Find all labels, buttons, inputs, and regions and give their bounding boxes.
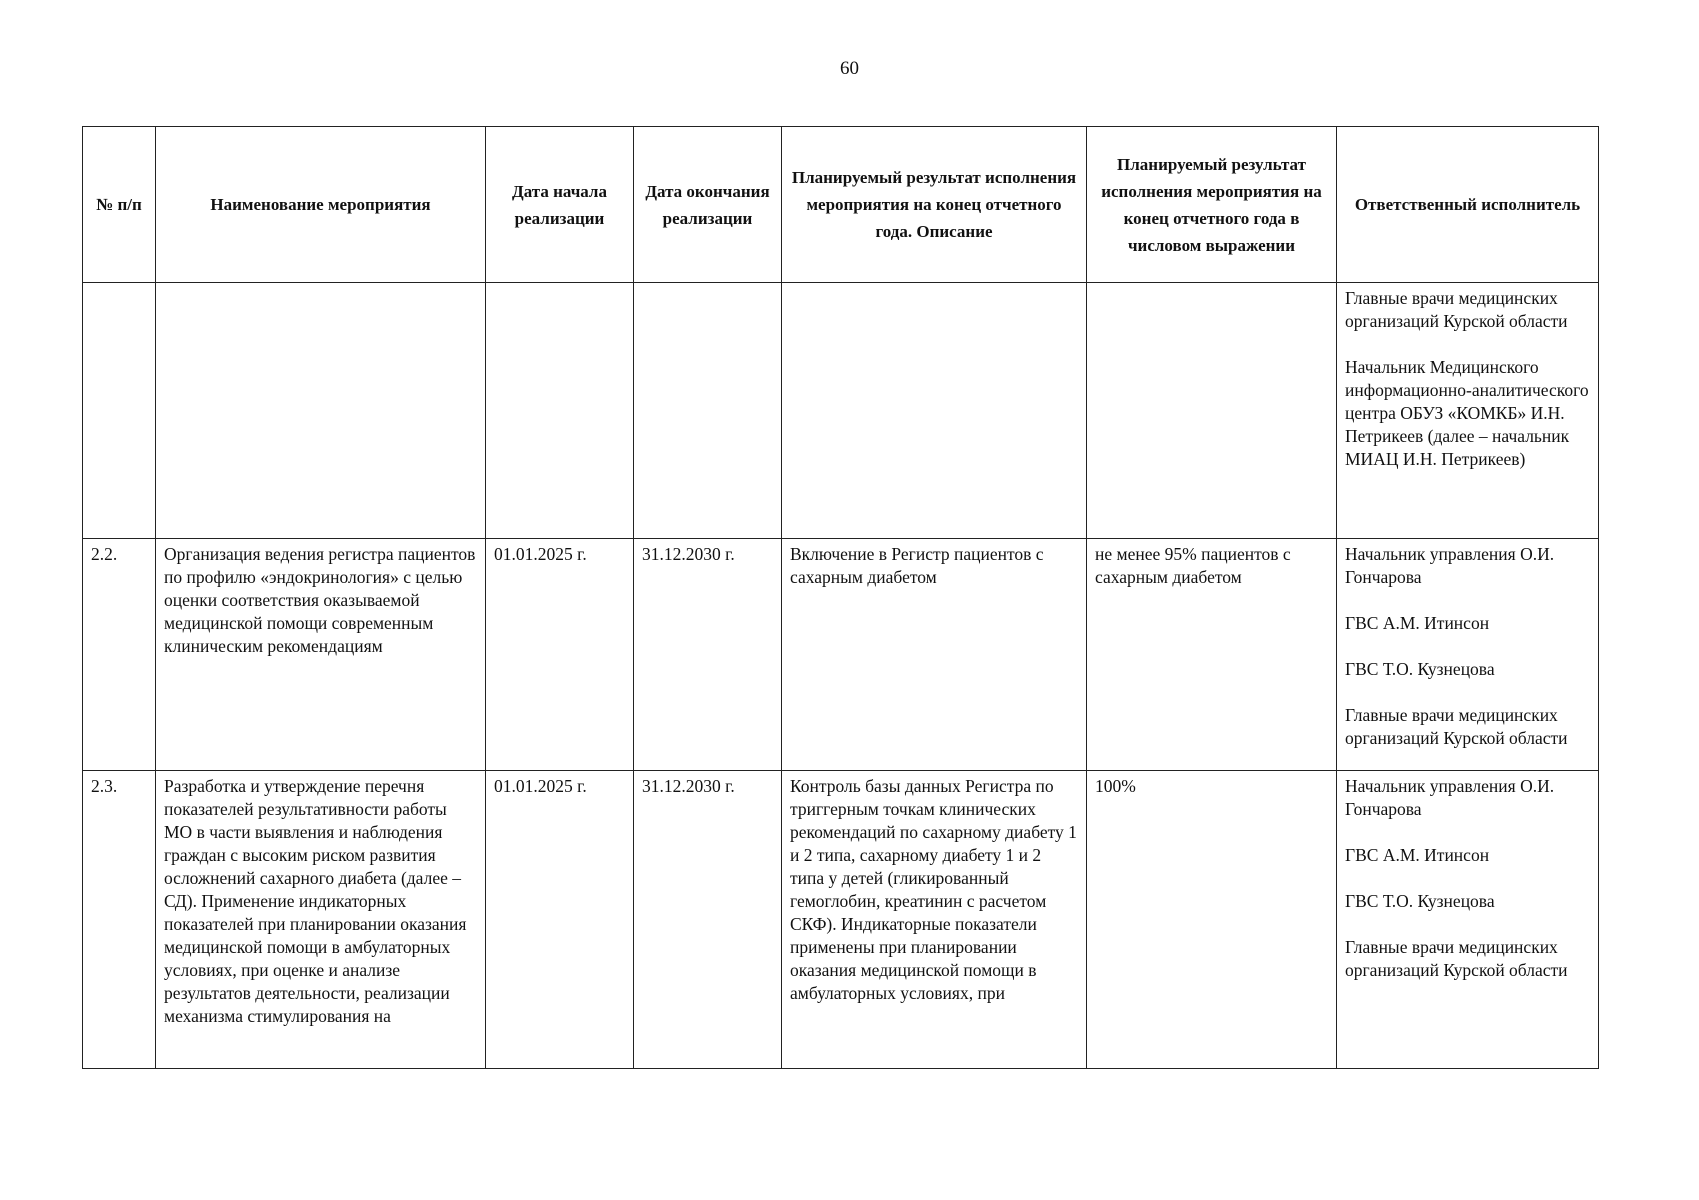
- cell-name: Разработка и утверждение перечня показателей результативности работы МО в части выявления и наблюдения граждан с высоким риском развития осложнений сахарного диабета (далее – СД). Применение индикаторных показателей при планировании оказания медицинской помощи в амбулаторных условиях, при оценке и анализе результатов деятельности, реализации механизма стимулирования на: [156, 771, 486, 1069]
- cell-executor: [1337, 283, 1599, 539]
- header-result-desc-line: Описание: [916, 222, 993, 241]
- cell-executor: [1337, 771, 1599, 1069]
- header-result-num-line: на конец отчетного года: [1123, 181, 1322, 228]
- header-end: [634, 127, 782, 283]
- header-start-line: реализации: [514, 208, 605, 228]
- executor-entry: Начальник Медицинского информационно-аналитического центра ОБУЗ «КОМКБ» И.Н. Петрикеев (далее – начальник МИАЦ И.Н. Петрикеев): [1345, 357, 1589, 469]
- cell-result-description: Включение в Регистр пациентов с сахарным диабетом: [782, 539, 1087, 771]
- header-result-desc-line: исполнения мероприятия: [806, 168, 1077, 214]
- cell-result-numeric: 100%: [1087, 771, 1337, 1069]
- table-row: [83, 283, 1599, 539]
- header-result-desc-line: на конец отчетного года.: [875, 195, 1062, 241]
- executor-entry: Начальник управления О.И. Гончарова: [1345, 776, 1555, 819]
- activities-table: [82, 126, 1599, 1069]
- executor-entry: ГВС Т.О. Кузнецова: [1345, 659, 1495, 679]
- cell-start: 01.01.2025 г.: [486, 539, 634, 771]
- executor-entry: Главные врачи медицинских организаций Курской области: [1345, 705, 1568, 748]
- header-executor-line: исполнитель: [1481, 195, 1581, 214]
- cell-name: Организация ведения регистра пациентов по профилю «эндокринология» с целью оценки соответствия оказываемой медицинской помощи современным клиническим рекомендациям: [156, 539, 486, 771]
- cell-num: [83, 283, 156, 539]
- cell-num: 2.2.: [83, 539, 156, 771]
- header-executor-line: Ответственный: [1354, 195, 1477, 214]
- header-result-num-line: в числовом выражении: [1127, 208, 1300, 255]
- header-result-num-line: Планируемый результат: [1117, 154, 1306, 174]
- cell-result-numeric: [1087, 283, 1337, 539]
- header-result-desc-line: Планируемый результат: [791, 168, 981, 187]
- cell-name: [156, 283, 486, 539]
- table-header-row: [83, 127, 1599, 283]
- header-result-numeric: [1087, 127, 1337, 283]
- executor-entry: ГВС А.М. Итинсон: [1345, 613, 1490, 633]
- cell-end: [634, 283, 782, 539]
- executor-entry: ГВС Т.О. Кузнецова: [1345, 891, 1495, 911]
- cell-result-numeric: не менее 95% пациентов с сахарным диабетом: [1087, 539, 1337, 771]
- header-end-line: Дата: [645, 181, 683, 201]
- cell-result-description: [782, 283, 1087, 539]
- header-num-line: п/п: [117, 195, 142, 214]
- cell-start: [486, 283, 634, 539]
- executor-entry: ГВС А.М. Итинсон: [1345, 845, 1490, 865]
- executor-entry: Начальник управления О.И. Гончарова: [1345, 544, 1555, 587]
- executor-entry: Главные врачи медицинских организаций Курской области: [1345, 288, 1568, 331]
- table-row: [83, 771, 1599, 1069]
- header-executor: [1337, 127, 1599, 283]
- header-end-line: окончания: [686, 181, 770, 201]
- executor-entry: Главные врачи медицинских организаций Курской области: [1345, 937, 1568, 980]
- table-row: [83, 539, 1599, 771]
- header-result-num-line: мероприятия: [1196, 181, 1300, 201]
- cell-end: 31.12.2030 г.: [634, 539, 782, 771]
- cell-end: 31.12.2030 г.: [634, 771, 782, 1069]
- cell-num: 2.3.: [83, 771, 156, 1069]
- header-result-description: [782, 127, 1087, 283]
- header-num: [83, 127, 156, 283]
- page-number: 60: [840, 58, 859, 79]
- header-name: Наименование мероприятия: [156, 127, 486, 283]
- header-start-line: Дата начала: [512, 181, 607, 201]
- cell-executor: [1337, 539, 1599, 771]
- header-result-num-line: исполнения: [1101, 181, 1193, 201]
- header-start: [486, 127, 634, 283]
- cell-result-description: Контроль базы данных Регистра по триггерным точкам клинических рекомендаций по сахарному диабету 1 и 2 типа, сахарному диабету 1 и 2 типа у детей (гликированный гемоглобин, креатинин с расчетом СКФ). Индикаторные показатели применены при планировании оказания медицинской помощи в амбулаторных условиях, при: [782, 771, 1087, 1069]
- header-num-line: №: [96, 195, 114, 214]
- header-end-line: реализации: [662, 208, 753, 228]
- cell-start: 01.01.2025 г.: [486, 771, 634, 1069]
